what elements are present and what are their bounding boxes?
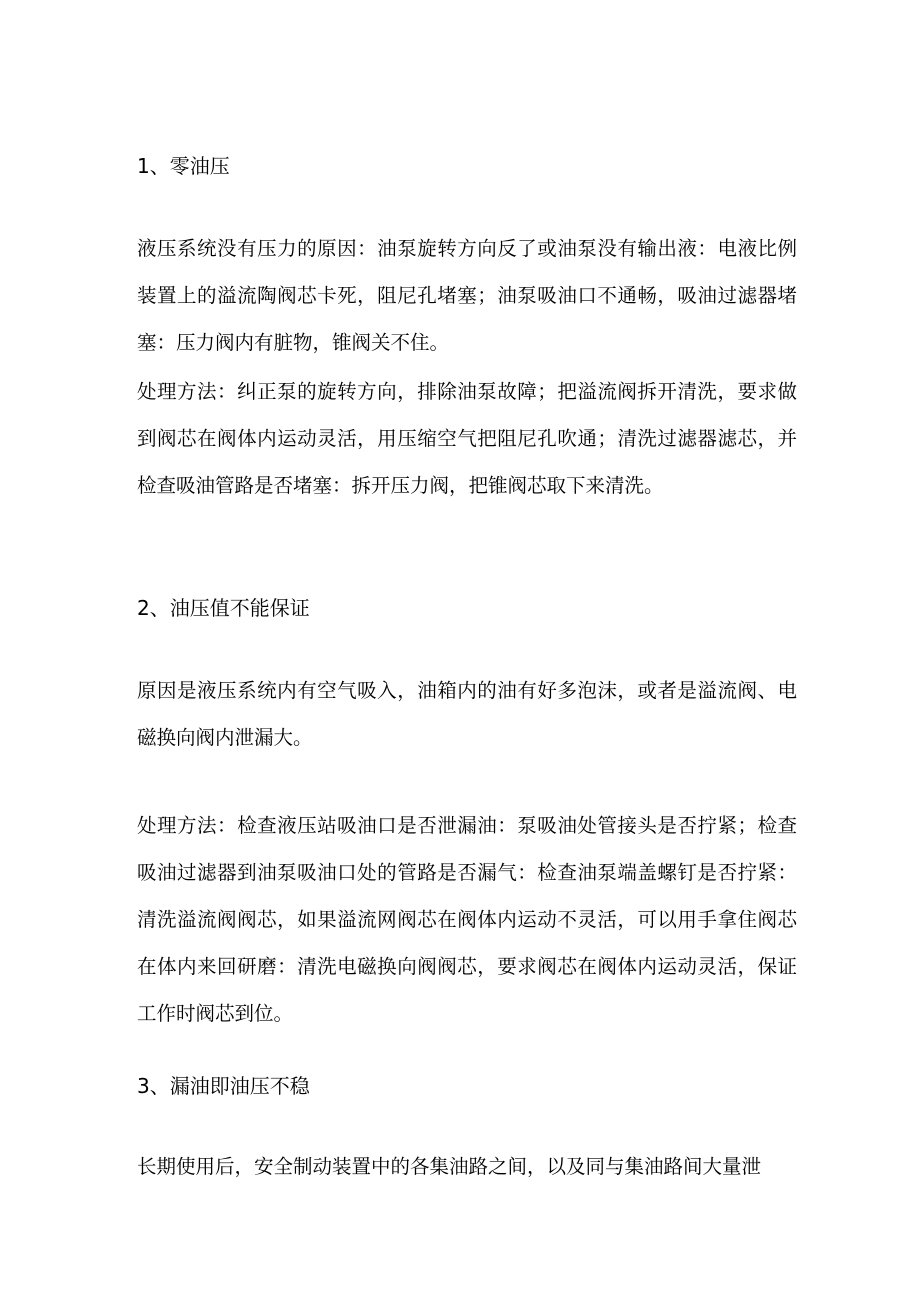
section-3-heading: 3、漏油即油压不稳 [137, 1074, 310, 1098]
section-2-cause-paragraph: 原因是液压系统内有空气吸入，油箱内的油有好多泡沫，或者是溢流阀、电磁换向阀内泄漏大。 [137, 679, 797, 749]
section-3-cause-paragraph: 长期使用后，安全制动装置中的各集油路之间，以及同与集油路间大量泄 [137, 1155, 762, 1178]
section-2-heading: 2、油压值不能保证 [137, 596, 310, 620]
section-1-solution-paragraph: 处理方法：纠正泵的旋转方向，排除油泵故障；把溢流阀拆开清洗，要求做到阀芯在阀体内运动灵活，用压缩空气把阻尼孔吹通；清洗过滤器滤芯，并检查吸油管路是否堵塞：拆开压力阀，把锥阀芯取下来清洗。 [137, 380, 797, 497]
section-1-heading: 1、零油压 [137, 154, 230, 178]
section-1-cause-paragraph: 液压系统没有压力的原因：油泵旋转方向反了或油泵没有输出液：电液比例装置上的溢流陶阀芯卡死，阻尼孔堵塞；油泵吸油口不通畅，吸油过滤器堵塞：压力阀内有脏物，锥阀关不住。 [137, 237, 797, 354]
section-2-solution-paragraph: 处理方法：检查液压站吸油口是否泄漏油：泵吸油处管接头是否拧紧；检查吸油过滤器到油泵吸油口处的管路是否漏气：检查油泵端盖螺钉是否拧紧：清洗溢流阀阀芯，如果溢流网阀芯在阀体内运动不灵活，可以用手拿住阀芯在体内来回研磨：清洗电磁换向阀阀芯，要求阀芯在阀体内运动灵活，保证工作时阀芯到位。 [137, 814, 797, 1025]
